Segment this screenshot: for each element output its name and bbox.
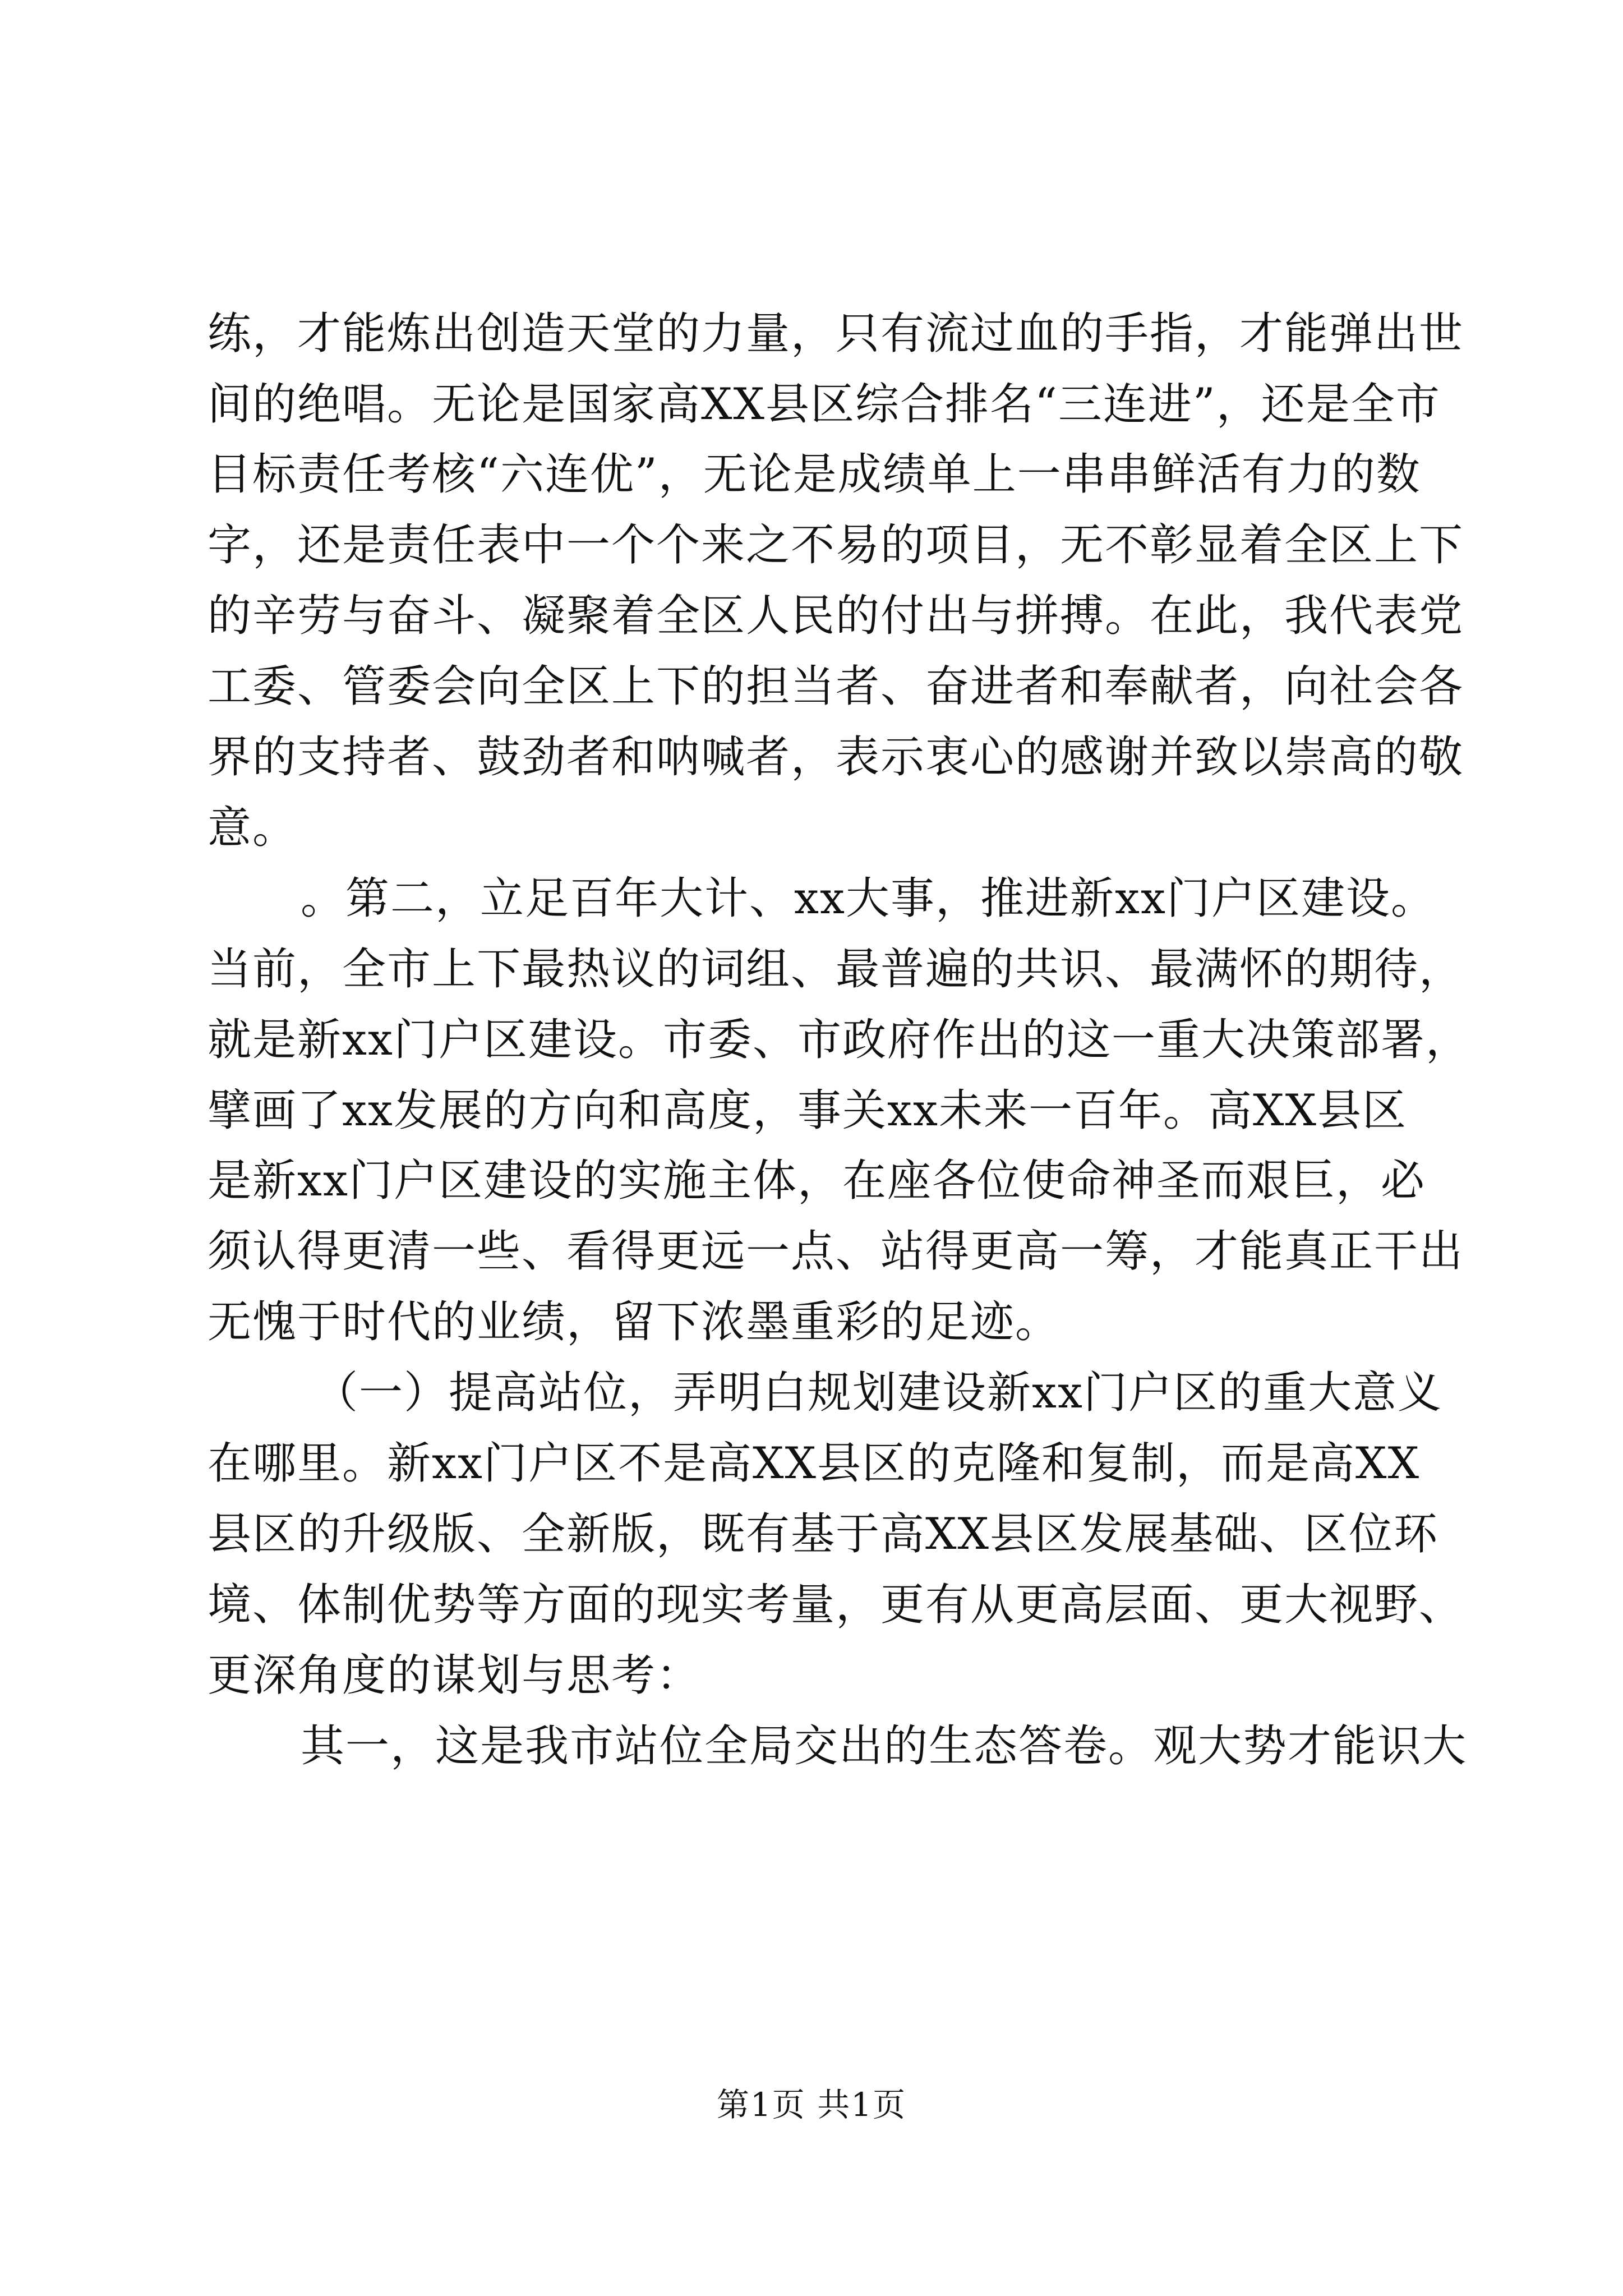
paragraph-line-20: 更深角度的谋划与思考： xyxy=(208,1650,702,1701)
paragraph-line-4: 字，还是责任表中一个个来之不易的项目，无不彰显着全区上下 xyxy=(208,520,1464,570)
paragraph-line-6: 工委、管委会向全区上下的担当者、奋进者和奉献者，向社会各 xyxy=(208,661,1464,712)
paragraph-line-10: 当前，全市上下最热议的词组、最普遍的共识、最满怀的期待， xyxy=(208,944,1464,995)
paragraph-line-5: 的辛劳与奋斗、凝聚着全区人民的付出与拼搏。在此，我代表党 xyxy=(208,591,1464,641)
paragraph-line-8: 意。 xyxy=(208,803,298,853)
subsection-one-heading-line: （一）提高站位，弄明白规划建设新xx门户区的重大意义 xyxy=(314,1368,1442,1418)
paragraph-line-2: 间的绝唱。无论是国家高XX县区综合排名“三连进”，还是全市 xyxy=(208,379,1441,430)
paragraph-line-7: 界的支持者、鼓劲者和呐喊者，表示衷心的感谢并致以崇高的敬 xyxy=(208,732,1464,783)
paragraph-line-15: 无愧于时代的业绩，留下浓墨重彩的足迹。 xyxy=(208,1297,1061,1347)
paragraph-line-13: 是新xx门户区建设的实施主体，在座各位使命神圣而艰巨，必 xyxy=(208,1156,1426,1206)
paragraph-line-12: 擘画了xx发展的方向和高度，事关xx未来一百年。高XX县区 xyxy=(208,1085,1408,1136)
paragraph-line-19: 境、体制优势等方面的现实考量，更有从更高层面、更大视野、 xyxy=(208,1580,1464,1630)
paragraph-line-3: 目标责任考核“六连优”，无论是成绩单上一串串鲜活有力的数 xyxy=(208,449,1421,500)
paragraph-line-21: 其一，这是我市站位全局交出的生态答卷。观大势才能识大 xyxy=(301,1721,1468,1772)
paragraph-line-17: 在哪里。新xx门户区不是高XX县区的克隆和复制，而是高XX xyxy=(208,1438,1421,1489)
paragraph-line-14: 须认得更清一些、看得更远一点、站得更高一筹，才能真正干出 xyxy=(208,1226,1464,1277)
section-two-heading-line: 。第二，立足百年大计、xx大事，推进新xx门户区建设。 xyxy=(301,873,1436,924)
paragraph-line-11: 就是新xx门户区建设。市委、市政府作出的这一重大决策部署， xyxy=(208,1015,1470,1065)
paragraph-line-1: 练，才能炼出创造天堂的力量，只有流过血的手指，才能弹出世 xyxy=(208,309,1464,359)
paragraph-line-18: 县区的升级版、全新版，既有基于高XX县区发展基础、区位环 xyxy=(208,1509,1439,1559)
page-footer: 第1页 共1页 xyxy=(716,2086,907,2124)
